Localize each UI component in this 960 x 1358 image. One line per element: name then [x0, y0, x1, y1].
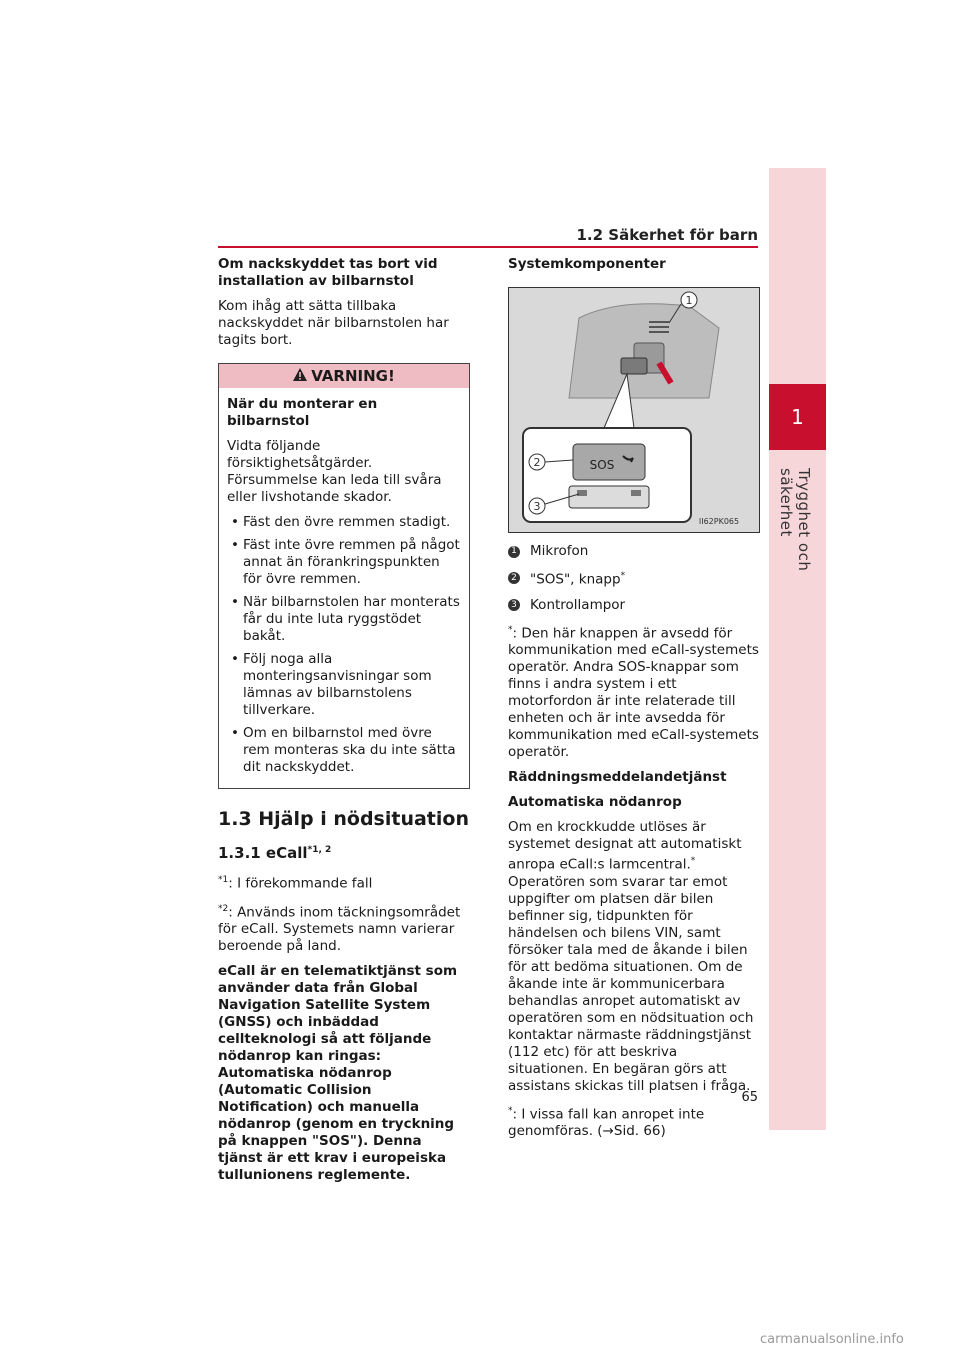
component-number: 1 — [508, 546, 520, 558]
warning-item: • Fäst den övre remmen stadigt. — [227, 514, 461, 531]
component-item — [508, 597, 760, 614]
warning-item: • Fäst inte övre remmen på något annat än förankringspunkten för övre remmen. — [227, 537, 461, 588]
component-label: "SOS", knapp* — [530, 571, 626, 588]
warning-box — [218, 363, 470, 789]
svg-text:2: 2 — [533, 456, 541, 469]
section-header: 1.2 Säkerhet för barn — [576, 226, 758, 244]
footnote-2: $^{*2}$: Används inom täckningsområdet för eCall. Systemets namn varierar beroende på land. — [218, 903, 461, 954]
warning-item: • Om en bilbarnstol med övre rem monteras ska du inte sätta dit nackskyddet. — [227, 725, 461, 776]
warning-subtitle: När du monterar en bilbarnstol — [227, 396, 378, 429]
ecall-intro: eCall är en telematiktjänst som använder data från Global Navigation Satellite System (GNSS) och inbäddad cellteknologi så att följande nödanrop kan ringas: Automatiska nödanrop (Automatic Collision Notification) och manuella nödanrop (genom en tryckning på knappen "SOS"). Denna tjänst är ett krav i europeiska tullunionens reglemente. — [218, 963, 458, 1183]
component-item — [508, 568, 760, 589]
component-item — [508, 543, 760, 560]
service-heading: Räddningsmeddelandetjänst — [508, 769, 727, 785]
warning-intro: Vidta följande försiktighetsåtgärder. Försummelse kan leda till svåra eller livshotande skador. — [227, 438, 442, 505]
component-label: Mikrofon — [530, 543, 589, 559]
headrest-text: Kom ihåg att sätta tillbaka nackskyddet när bilbarnstolen har tagits bort. — [218, 298, 449, 348]
side-tab — [769, 168, 826, 1130]
figure-sos-label: SOS — [589, 458, 615, 472]
section-title: 1.3 Hjälp i nödsituation — [218, 808, 469, 830]
svg-text:3: 3 — [533, 500, 541, 513]
page-number: 65 — [741, 1090, 758, 1105]
chapter-label: Trygghet och säkerhet — [777, 468, 813, 572]
warning-icon — [293, 368, 307, 385]
left-column — [218, 256, 470, 1192]
warning-title: VARNING! — [311, 366, 395, 385]
warning-item: • Följ noga alla monteringsanvisningar som lämnas av bilbarnstolens tillverkare. — [227, 651, 461, 719]
footnote-call: *: I vissa fall kan anropet inte genomföras. (→Sid. 66) — [508, 1105, 705, 1139]
footnote-1: $^{*1}$: I förekommande fall — [218, 875, 373, 892]
warning-header — [219, 364, 469, 388]
header-rule — [218, 246, 758, 248]
right-column — [508, 256, 760, 1148]
warning-item: • När bilbarnstolen har monterats får du inte luta ryggstödet bakåt. — [227, 594, 461, 645]
warning-body — [219, 388, 469, 788]
chapter-number: 1 — [769, 384, 826, 450]
sos-figure — [508, 287, 760, 533]
headrest-heading: Om nackskyddet tas bort vid installation av bilbarnstol — [218, 256, 438, 289]
component-label: Kontrollampor — [530, 596, 626, 613]
warning-list — [227, 514, 461, 776]
button-note: *: Den här knappen är avsedd för kommunikation med eCall-systemets operatör. Andra SOS-knappar som finns i andra system i ett motorfordon är inte relaterade till enheten och är inte avsedda för kommunikation med eCall-systemets operatör. — [508, 624, 759, 760]
subsection-title: 1.3.1 eCall$^{*1, 2}$ — [218, 844, 332, 862]
figure-code: II62PK065 — [698, 517, 740, 526]
auto-text: Om en krockkudde utlöses är systemet designat att automatiskt anropa eCall:s larmcentral.* Operatören som svarar tar emot uppgifter om platsen där bilen befinner sig, tidpunkten för händelsen och bilens VIN, samt försöker tala med de åkande i bilen för att bedöma situationen. Om de åkande inte är kommunicerbara behandlas anropet automatiskt av operatören som en nödsituation och kontaktar närmaste räddningstjänst (112 etc) för att beskriva situationen. En begäran görs att assistans skickas till platsen i fråga. — [508, 819, 754, 1094]
auto-heading: Automatiska nödanrop — [508, 794, 682, 810]
component-number: 3 — [508, 599, 520, 611]
components-heading: Systemkomponenter — [508, 256, 666, 272]
svg-text:1: 1 — [685, 294, 693, 307]
watermark: carmanualsonline.info — [760, 1332, 904, 1347]
component-number: 2 — [508, 572, 520, 584]
